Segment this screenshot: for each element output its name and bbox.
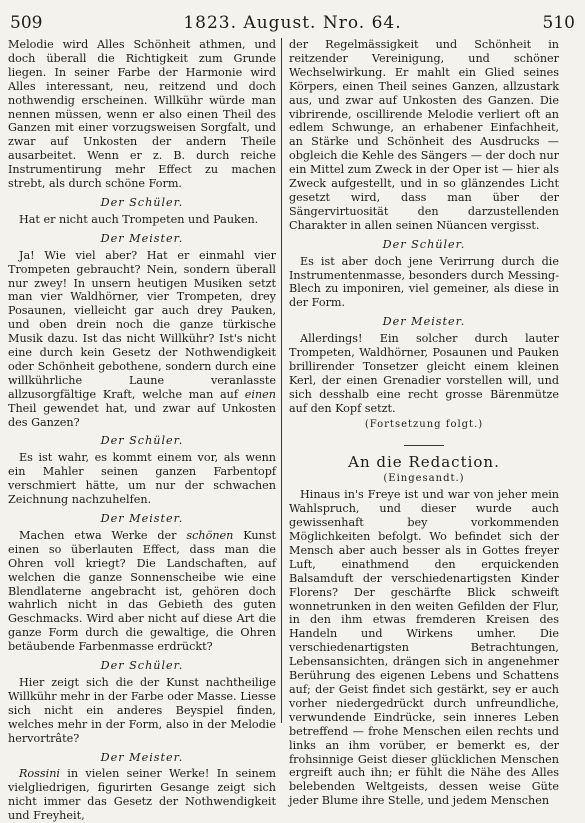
right-column — [289, 38, 559, 808]
paragraph: Es ist wahr, es kommt einem vor, als wenn ein Mahler seinen ganzen Farbentopf verschmiert hätte, um nur der schwachen Zeichnung nachzuhelfen. — [8, 451, 276, 507]
paragraph: Hinaus in's Freye ist und war von jeher mein Wahlspruch, und dieser wurde auch gewissenhaft bey vorkommenden Möglichkeiten befolgt. Wo befindet sich der Mensch aber auch besser als in Gottes freyer Luft, einathmend den erquickenden Balsamduft der verschiedenartigsten Kinder Florens? Der geschärfte Blick schweift wonnetrunken in den weiten Gefilden der Flur, in den ihm etwas fremderen Kreisen des Handeln und Wirkens umher. Die verschiedenartigsten Betrachtungen, Lebensansichten, drängen sich in angenehmer Berührung des eigenen Lebens und Schattens auf; der Geist findet sich gestärkt, sey er auch vorher niedergedrückt durch unfreundliche, verwundende Eindrücke, sein inneres Leben betreffend — frohe Menschen eilen rechts und links an ihm vorüber, er bemerkt es, der frohsinnige Geist dieser glücklichen Menschen ergreift auch ihn; er fühlt die Nähe des Alles belebenden Weltgeists, dessen weise Güte jeder Blume ihre Stelle, und jedem Menschen — [289, 488, 559, 808]
paragraph: Allerdings! Ein solcher durch lauter Trompeten, Waldhörner, Posaunen und Pauken brillirender Tonsetzer gleicht einem kleinen Kerl, der einen Grenadier vorstellen will, und sich desshalb eine recht grosse Bärenmütze auf den Kopf setzt. — [289, 332, 559, 415]
issue-title: 1823. August. Nro. 64. — [183, 13, 402, 33]
left-column — [8, 38, 276, 823]
section-separator — [404, 445, 444, 446]
speaker-label: Der Schüler. — [100, 659, 184, 673]
paragraph: Hier zeigt sich die der Kunst nachtheilige Willkühr mehr in der Farbe oder Masse. Liesse sich nicht ein anderes Beyspiel finden, welches mehr in der Form, also in der Melodie hervortrâte? — [8, 675, 276, 745]
speaker-label: Der Schüler. — [382, 237, 466, 251]
speaker-label: Der Meister. — [100, 750, 184, 764]
speaker-label: Der Meister. — [100, 512, 184, 525]
page-number-right: 510 — [542, 13, 575, 33]
section-subtitle: (Eingesandt.) — [383, 473, 465, 485]
speaker-label: Der Schüler. — [100, 434, 184, 448]
paragraph: Melodie wird Alles Schönheit athmen, und doch überall die Richtigkeit zum Grunde liegen. In seiner Farbe der Harmonie wird Alles interessant, neu, reitzend und doch nothwendig erscheinen. Willkühr würde man nennen müssen, wenn er also einen Theil des Ganzen mit einer vorzugsweisen Sorgfalt, und zwar auf Unkosten der andern Theile ausarbeitet. Wenn er z. B. durch reiche Instrumentirung mehr Effect zu machen strebt, als durch schöne Form. — [8, 38, 276, 191]
speaker-label: Der Meister. — [382, 315, 466, 329]
speaker-label: Der Schüler. — [100, 195, 184, 209]
page-number-left: 509 — [10, 13, 43, 33]
page-header — [10, 8, 575, 38]
paragraph: Hat er nicht auch Trompeten und Pauken. — [19, 212, 259, 226]
continuation-note: (Fortsetzung folgt.) — [364, 418, 484, 430]
paragraph: der Regelmässigkeit und Schönheit in reitzender Vereinigung, und schöner Wechselwirkung. Er mahlt ein Glied seines Körpers, einen Theil seines Ganzen, allzustark aus, und zwar auf Unkosten des Ganzen. Die vibrirende, oscillirende Melodie verliert oft an edlem Schwunge, an erhabener Einfachheit, an Stärke und Schönheit des Ausdrucks — obgleich die Kehle des Sängers — der doch nur ein Mittel zum Zweck in der Oper ist — hier als Zweck aufgestellt, und in so glänzendes Licht gesetzt wird, dass man über der Sängervirtuosität den darzustellenden Charakter in allen seinen Nüancen vergisst. — [289, 38, 559, 232]
paragraph: Machen etwa Werke der schönen Kunst einen so überlauten Effect, dass man die Ohren voll kriegt? Die Landschaften, auf welchen die ganze Sonnenscheibe wie eine Blendlaterne angebracht ist, gehören doch wahrlich nicht in das Gebieth des guten Geschmacks. Wird aber nicht auf diese Art die ganze Form durch die gewaltige, die Ohren betäubende Farbenmasse erdrückt? — [8, 528, 276, 654]
paragraph: Rossini in vielen seiner Werke! In seinem vielgliedrigen, figurirten Gesange zeigt sich nicht immer das Gesetz der Nothwendigkeit und Freyheit, — [8, 767, 276, 823]
paragraph: Ja! Wie viel aber? Hat er einmahl vier Trompeten gebraucht? Nein, sondern überall nur zwey! In unsern heutigen Musiken setzt man vier Waldhörner, vier Trompeten, drey Posaunen, vielleicht gar auch drey Pauken, und oben drein noch die ganze türkische Musik dazu. Ist das nicht Willkühr? Ist's nicht eine durch kein Gesetz der Nothwendigkeit oder Schönheit gebothene, sondern durch eine willkührliche Laune veranlasste allzusorgfältige Kraft, welche man auf einen Theil gewendet hat, und zwar auf Unkosten des Ganzen? — [8, 248, 276, 429]
section-title: An die Redaction. — [348, 453, 500, 472]
speaker-label: Der Meister. — [100, 231, 184, 245]
column-divider — [281, 38, 282, 723]
paragraph: Es ist aber doch jene Verirrung durch die Instrumentenmasse, besonders durch Messing-Blech zu imponiren, viel gemeiner, als diese in der Form. — [289, 254, 559, 310]
